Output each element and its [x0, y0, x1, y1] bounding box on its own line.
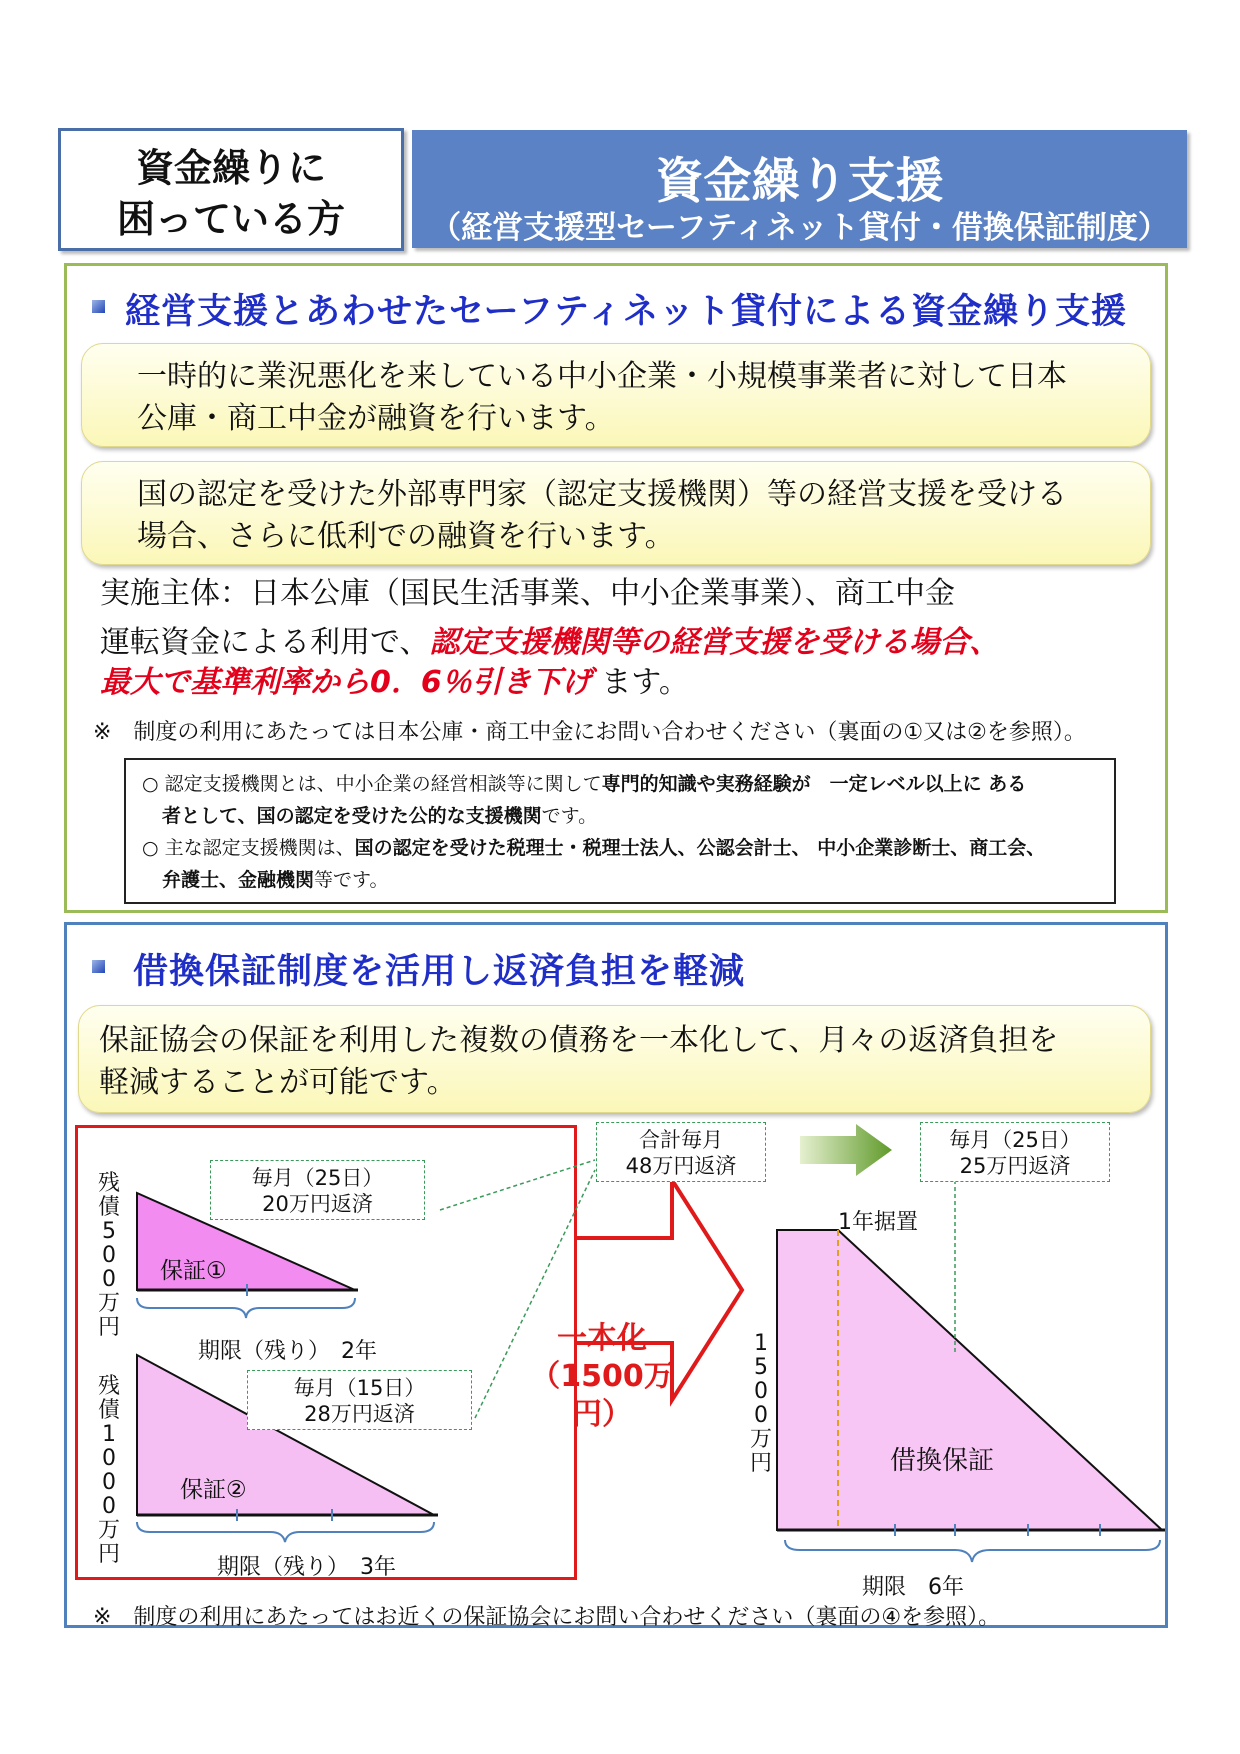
box3-line2: 軽減することが可能です。: [99, 1065, 457, 1100]
refinance-shape: [777, 1230, 1162, 1530]
section1-title: 経営支援とあわせたセーフティネット貸付による資金繰り支援: [125, 292, 1128, 332]
box1-line2: 公庫・商工中金が融資を行います。: [137, 401, 615, 436]
new-payment-box: [920, 1122, 1110, 1182]
info-bold-text: 弁護士、金融機関: [162, 869, 315, 891]
rate-highlight-1: 認定支援機関等の経営支援を受ける場合、: [429, 625, 1000, 660]
refinance-brace: [785, 1540, 1160, 1562]
new-box-line1: 毎月（25日）: [949, 1128, 1081, 1152]
implementer-text: 実施主体：日本公庫（国民生活事業、中小企業事業）、商工中金: [100, 576, 955, 611]
new-box-line2: 25万円返済: [959, 1154, 1071, 1178]
total-payment-box: [596, 1122, 766, 1182]
guarantee1-brace: [137, 1298, 355, 1318]
info-bold-text: 者として、国の認定を受けた公的な支援機関: [162, 805, 542, 827]
guarantee2-brace: [137, 1522, 434, 1542]
merge-line1: 一本化: [557, 1321, 647, 1356]
header-left-line1: 資金繰りに: [135, 146, 326, 190]
guarantee1-balance-label: 残債500万円: [97, 1171, 120, 1340]
section1-note: ※ 制度の利用にあたっては日本公庫・商工中金にお問い合わせください（裏面の①又は②を参照）。: [93, 720, 1086, 745]
info-text: です。: [541, 805, 598, 827]
g2-box-line1: 毎月（15日）: [293, 1376, 426, 1400]
g1-box-line2: 20万円返済: [262, 1192, 373, 1216]
guarantee1-term: 期限（残り） 2年: [198, 1339, 377, 1364]
box3-line1: 保証協会の保証を利用した複数の債務を一本化して、月々の返済負担を: [99, 1023, 1059, 1058]
info-bold-text: 専門的知識や実務経験が 一定レベル以上に ある: [601, 773, 1027, 795]
box2-line2: 場合、さらに低利での融資を行います。: [137, 519, 675, 554]
box1-line1: 一時的に業況悪化を来している中小企業・小規模事業者に対して日本: [137, 359, 1067, 394]
g2-box-line2: 28万円返済: [304, 1402, 415, 1426]
green-arrow-icon: [800, 1124, 892, 1176]
refinance-term: 期限 6年: [862, 1575, 964, 1600]
guarantee2-term: 期限（残り） 3年: [217, 1555, 396, 1580]
leader-line: [440, 1160, 595, 1210]
info-text: 等です。: [314, 869, 389, 891]
guarantee2-label: 保証②: [180, 1477, 247, 1503]
box2-line1: 国の認定を受けた外部専門家（認定支援機関）等の経営支援を受ける: [137, 477, 1067, 512]
guarantee2-payment-box: [247, 1370, 472, 1430]
header-title: 資金繰り支援: [655, 153, 944, 209]
section2-note: ※ 制度の利用にあたってはお近くの保証協会にお問い合わせください（裏面の④を参照）。: [93, 1605, 1001, 1630]
info-bold-text: 国の認定を受けた税理士・税理士法人、公認会計士、 中小企業診断士、商工会、: [354, 837, 1046, 859]
guarantee1-payment-box: [210, 1160, 425, 1220]
merge-label: [512, 1320, 692, 1434]
header-left-line2: 困っている方: [116, 197, 345, 241]
guarantee1-label: 保証①: [160, 1258, 227, 1284]
info-text: ○ 主な認定支援機関は、: [142, 837, 355, 859]
info-text: ○ 認定支援機関とは、中小企業の経営相談等に関して: [142, 773, 602, 795]
deferral-label: 1年据置: [838, 1210, 918, 1235]
total-box-line1: 合計毎月: [639, 1128, 723, 1152]
refinance-amount-label: 1500万円: [749, 1331, 772, 1476]
section2-title: 借換保証制度を活用し返済負担を軽減: [133, 952, 746, 992]
total-box-line2: 48万円返済: [625, 1154, 737, 1178]
refinance-label: 借換保証: [890, 1446, 995, 1476]
rate-suffix: ます。: [591, 665, 689, 700]
rate-prefix: 運転資金による利用で、: [100, 625, 430, 660]
rate-highlight-2: 最大で基準利率から0．6％引き下げ: [100, 665, 592, 700]
merge-line2: （1500万円）: [530, 1359, 674, 1432]
header-subtitle: （経営支援型セーフティネット貸付・借換保証制度）: [430, 210, 1169, 246]
g1-box-line1: 毎月（25日）: [251, 1166, 384, 1190]
guarantee2-balance-label: 残債1000万円: [97, 1374, 120, 1567]
